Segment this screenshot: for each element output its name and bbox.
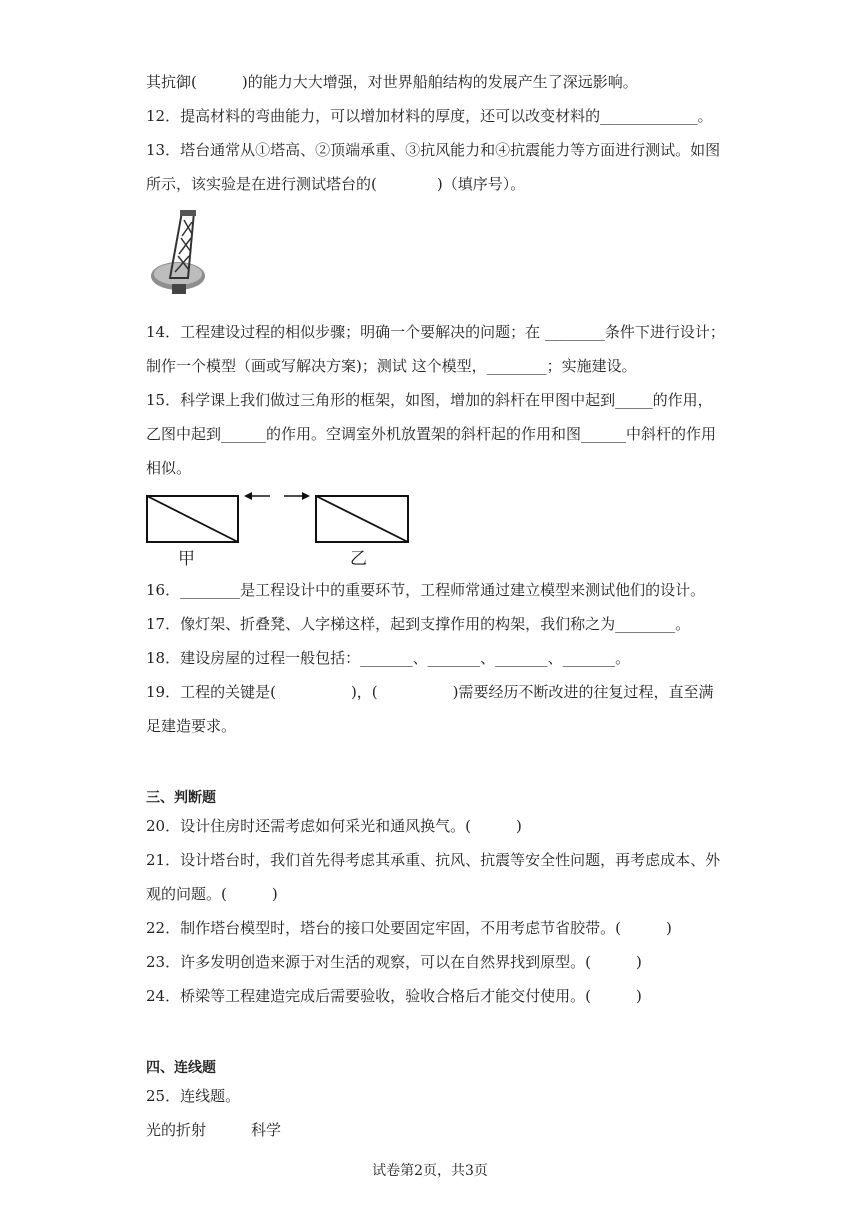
question-13-line2: 所示，该实验是在进行测试塔台的( )（填序号）。 [146,175,526,193]
question-16: 16．________是工程设计中的重要环节，工程师常通过建立模型来测试他们的设计。 [146,581,706,599]
question-15-line2: 乙图中起到______的作用。空调室外机放置架的斜杆起的作用和图______中斜杆的作用 [146,425,717,443]
question-24: 24．桥梁等工程建造完成后需要验收，验收合格后才能交付使用。( ) [146,987,642,1005]
question-21-line1: 21．设计塔台时，我们首先得考虑其承重、抗风、抗震等安全性问题，再考虑成本、外 [146,851,721,869]
triangle-frames-figure [144,490,414,568]
frame-left-diagonal [147,496,238,542]
question-12: 12．提高材料的弯曲能力，可以增加材料的厚度，还可以改变材料的_____________。 [146,107,713,125]
question-13-line1: 13．塔台通常从①塔高、②顶端承重、③抗风能力和④抗震能力等方面进行测试。如图 [146,141,721,159]
section-4-heading: 四、连线题 [146,1060,216,1076]
question-14-line2: 制作一个模型（画或写解决方案)；测试 这个模型，________；实施建设。 [146,357,637,375]
arrow-right-head [302,492,310,500]
question-19-line2: 足建造要求。 [146,717,237,735]
question-23: 23．许多发明创造来源于对生活的观察，可以在自然界找到原型。( ) [146,953,642,971]
question-19-line1: 19．工程的关键是( )，( )需要经历不断改进的往复过程，直至满 [146,683,714,701]
question-15-line3: 相似。 [146,459,192,477]
question-21-line2: 观的问题。( ) [146,885,278,903]
text-line-l1: 其抗御( )的能力大大增强，对世界船舶结构的发展产生了深远影响。 [146,73,638,91]
question-14-line1: 14．工程建设过程的相似步骤；明确一个要解决的问题；在 ________条件下进行设计； [146,323,725,341]
tower-test-image [148,208,218,300]
page-footer: 试卷第2页，共3页 [372,1163,488,1179]
question-20: 20．设计住房时还需考虑如何采光和通风换气。( ) [146,817,522,835]
question-18: 18．建设房屋的过程一般包括：_______、_______、_______、_______。 [146,649,631,667]
question-17: 17．像灯架、折叠凳、人字梯这样，起到支撑作用的构架，我们称之为________。 [146,615,691,633]
question-25: 25．连线题。 [146,1087,241,1105]
arrow-left-head [244,492,252,500]
section-3-heading: 三、判断题 [146,790,216,806]
frame-right-diagonal [316,496,408,542]
question-15-line1: 15．科学课上我们做过三角形的框架，如图，增加的斜杆在甲图中起到_____的作用， [146,391,713,409]
question-22: 22．制作塔台模型时，塔台的接口处要固定牢固，不用考虑节省胶带。( ) [146,919,672,937]
question-25-row: 光的折射 科学 [146,1121,282,1139]
frame-left-label: 甲 [178,549,195,568]
frame-right-label: 乙 [350,549,367,568]
